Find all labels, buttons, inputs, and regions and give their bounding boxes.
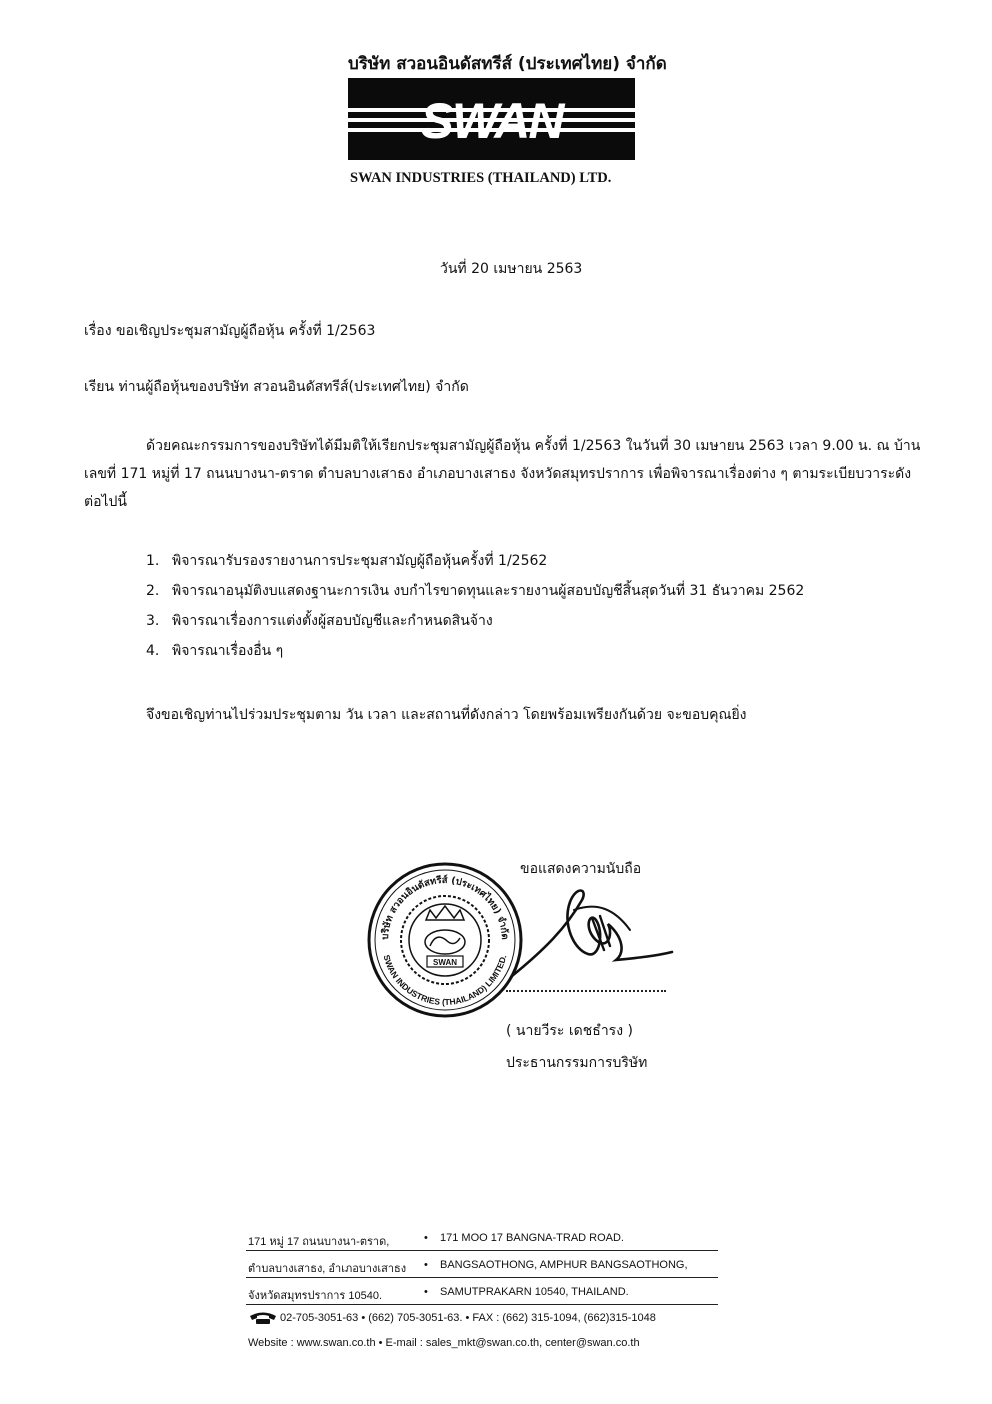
company-seal-icon [366,858,524,1020]
footer-contact-row [246,1305,718,1331]
footer-website-email: Website : www.swan.co.th • E-mail : sales_mkt@swan.co.th, center@swan.co.th [248,1337,640,1349]
agenda-item-text: พิจารณาเรื่องการแต่งตั้งผู้สอบบัญชีและกำหนดสินจ้าง [172,613,493,629]
agenda-item [146,546,906,576]
telephone-icon [248,1311,278,1325]
agenda-item-number: 3. [146,613,160,629]
footer-address-block [246,1224,718,1355]
agenda-item-number: 2. [146,583,160,599]
footer-bullet: • [424,1232,428,1244]
signature-line [506,990,666,992]
agenda-item-text: พิจารณารับรองรายงานการประชุมสามัญผู้ถือหุ้นครั้งที่ 1/2562 [172,553,548,569]
letter-closing: จึงขอเชิญท่านไปร่วมประชุมตาม วัน เวลา และสถานที่ดังกล่าว โดยพร้อมเพรียงกันด้วย จะขอบคุณยิ่ง [146,707,747,723]
letter-date: วันที่ 20 เมษายน 2563 [440,261,583,277]
footer-address-english: 171 MOO 17 BANGNA-TRAD ROAD. [440,1232,624,1244]
footer-address-row [246,1278,718,1305]
agenda-item [146,636,906,666]
letter-salutation: เรียน ท่านผู้ถือหุ้นของบริษัท สวอนอินดัสทรีส์(ประเทศไทย) จำกัด [84,379,469,395]
footer-bullet: • [424,1286,428,1298]
agenda-list [146,546,906,666]
company-name-thai: บริษัท สวอนอินดัสทรีส์ (ประเทศไทย) จำกัด [348,54,667,74]
agenda-item [146,606,906,636]
swan-logo [348,78,635,160]
agenda-item [146,576,906,606]
seal-text-bottom: SWAN INDUSTRIES (THAILAND) LIMITED. [381,953,509,1008]
footer-address-english: BANGSAOTHONG, AMPHUR BANGSAOTHONG, [440,1259,688,1271]
footer-address-row [246,1251,718,1278]
company-name-english: SWAN INDUSTRIES (THAILAND) LTD. [350,170,612,186]
footer-address-thai: จังหวัดสมุทรปราการ 10540. [248,1290,383,1302]
footer-phone-fax: 02-705-3051-63 • (662) 705-3051-63. • FAX : (662) 315-1094, (662)315-1048 [280,1312,656,1324]
letter-body-paragraph: ด้วยคณะกรรมการของบริษัทได้มีมติให้เรียกประชุมสามัญผู้ถือหุ้น ครั้งที่ 1/2563 ในวันที่ 30 เมษายน 2563 เวลา 9.00 น. ณ บ้านเลขที่ 171 หมู่ที่ 17 ถนนบางนา-ตราด ตำบลบางเสาธง อำเภอบางเสาธง จังหวัดสมุทรปราการ เพื่อพิจารณาเรื่องต่าง ๆ ตามระเบียบวาระดังต่อไปนี้ [84,438,921,510]
seal-center-text: SWAN [433,958,457,967]
regards-line: ขอแสดงความนับถือ [520,861,642,877]
footer-web-row [246,1331,718,1355]
agenda-item-text: พิจารณาเรื่องอื่น ๆ [172,643,284,659]
signer-title: ประธานกรรมการบริษัท [506,1055,648,1071]
footer-address-row [246,1224,718,1251]
logo-wordmark: SWAN [420,93,563,149]
letter-subject: เรื่อง ขอเชิญประชุมสามัญผู้ถือหุ้น ครั้งที่ 1/2563 [84,323,376,339]
footer-address-thai: ตำบลบางเสาธง, อำเภอบางเสาธง [248,1263,407,1275]
agenda-item-number: 1. [146,553,160,569]
agenda-item-number: 4. [146,643,160,659]
handwritten-signature [504,880,676,980]
seal-text-top: บริษัท สวอนอินดัสทรีส์ (ประเทศไทย) จำกัด [379,874,511,941]
footer-bullet: • [424,1259,428,1271]
signer-name: ( นายวีระ เดชธำรง ) [506,1023,633,1039]
agenda-item-text: พิจารณาอนุมัติงบแสดงฐานะการเงิน งบกำไรขาดทุนและรายงานผู้สอบบัญชีสิ้นสุดวันที่ 31 ธันวาคม 2562 [172,583,805,599]
footer-address-thai: 171 หมู่ 17 ถนนบางนา-ตราด, [248,1236,390,1248]
footer-address-english: SAMUTPRAKARN 10540, THAILAND. [440,1286,629,1298]
